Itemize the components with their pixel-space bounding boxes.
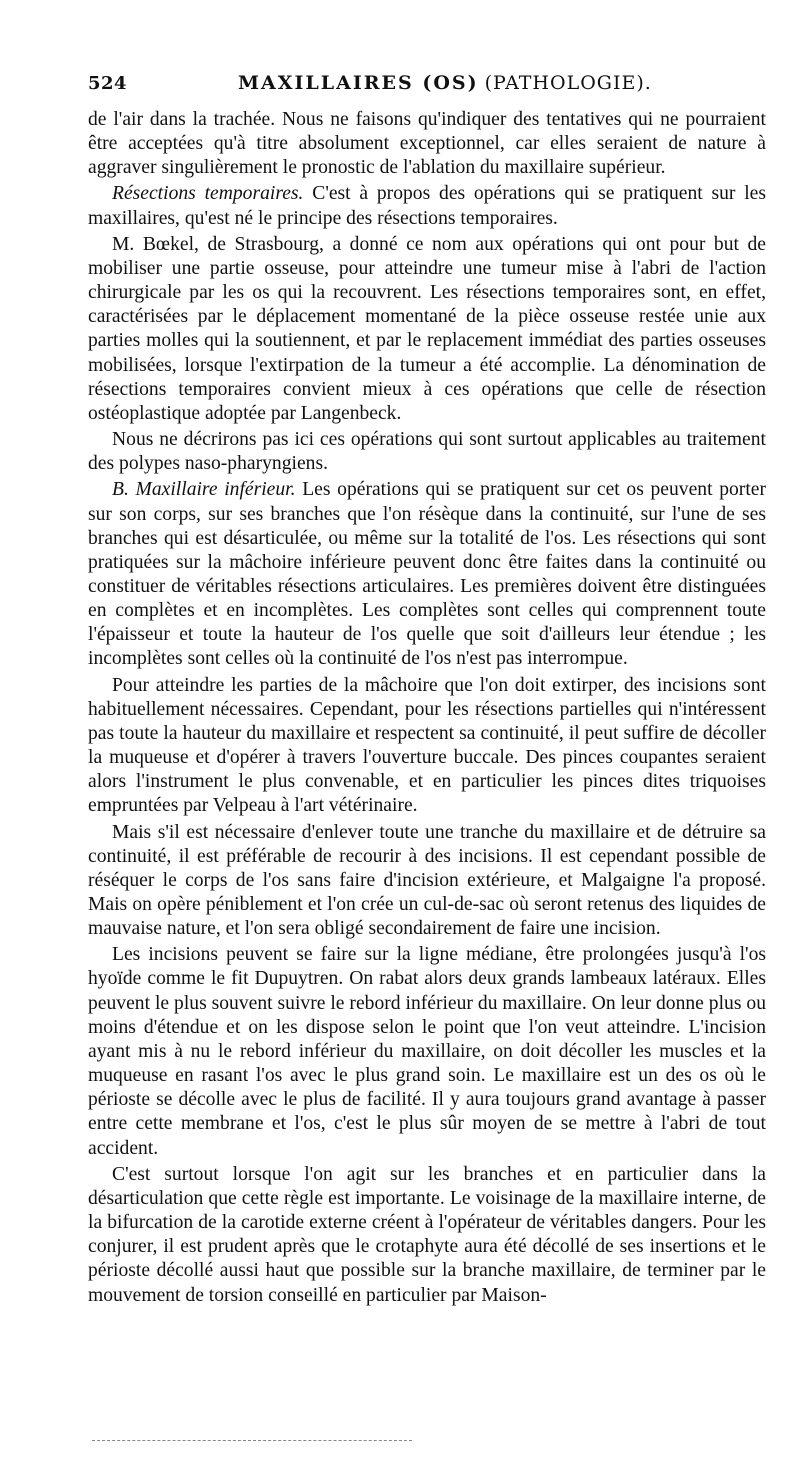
paragraph-text: Les incisions peuvent se faire sur la ligne médiane, être prolongées jusqu'à l'os hyoïde comme le fit Dupuytren. On rabat alors deux grands lambeaux latéraux. Elles peuvent le plus souvent suivre le rebord inférieur du maxillaire. On leur donne plus ou moins d'étendue et on les dispose selon le point que l'on veut atteindre. L'incision ayant mis à nu le rebord inférieur du maxillaire, on doit décoller les muscles et la muqueuse en rasant l'os avec le plus grand soin. Le maxillaire est un des os où le périoste se décolle avec le plus de facilité. Il y aura toujours grand avantage à passer entre cette membrane et l'os, c'est le plus sûr moyen de se mettre à l'abri de tout accident. [88,944,766,1159]
paragraph [88,1163,766,1308]
paragraph [88,821,766,942]
paragraph [88,478,766,671]
paragraph-text: C'est surtout lorsque l'on agit sur les branches et en particulier dans la désarticulation que cette règle est importante. Le voisinage de la maxillaire interne, de la bifurcation de la carotide externe créent à l'opérateur de véritables dangers. Pour les conjurer, il est prudent après que le crotaphyte aura été décollé de ses insertions et le périoste décollé aussi haut que possible sur la branche maxillaire, de terminer par le mouvement de torsion conseillé en particulier par Maison- [88,1163,766,1306]
paragraph-lead: Résections temporaires. [112,183,313,205]
footer-rule [92,1440,412,1441]
paragraph [88,674,766,819]
paragraph-text: de l'air dans la trachée. Nous ne faisons qu'indiquer des tentatives qui ne pourraient être acceptées qu'à titre absolument exceptionnel, car elles seraient de nature à aggraver singulièrement le pronostic de l'ablation du maxillaire supérieur. [88,109,766,179]
paragraph [88,428,766,476]
paragraph-text: Nous ne décrirons pas ici ces opérations qui sont surtout applicables au traitement des polypes naso-pharyngiens. [88,429,766,475]
paragraph-text: C'est à propos des opérations qui se pratiquent sur les maxillaires, qu'est né le principe des résections temporaires. [88,183,766,229]
paragraph [88,943,766,1160]
paragraph [88,233,766,426]
body-text [88,108,766,1308]
paragraph-text: Mais s'il est nécessaire d'enlever toute une tranche du maxillaire et de détruire sa continuité, il est préférable de recourir à des incisions. Il est cependant possible de réséquer le corps de l'os sans faire d'incision extérieure, et Malgaigne l'a proposé. Mais on opère péniblement et l'on crée un cul-de-sac où seront retenus des liquides de mauvaise nature, et l'on sera obligé secondairement de faire une incision. [88,821,766,940]
running-header [88,72,766,108]
paragraph [88,182,766,230]
paragraph-text: Pour atteindre les parties de la mâchoire que l'on doit extirper, des incisions sont habituellement nécessaires. Cependant, pour les résections partielles qui n'intéressent pas toute la hauteur du maxillaire et respectent sa continuité, il peut suffire de décoller la muqueuse et d'opérer à travers l'ouverture buccale. Des pinces coupantes seraient alors l'instrument le plus convenable, et en particulier les pinces dites triquoises empruntées par Velpeau à l'art vétérinaire. [88,674,766,817]
paragraph-lead: B. Maxillaire inférieur. [112,479,303,501]
running-subtitle: (PATHOLOGIE). [484,72,652,94]
paragraph [88,108,766,180]
paragraph-text: M. Bœkel, de Strasbourg, a donné ce nom aux opérations qui ont pour but de mobiliser une partie osseuse, pour atteindre une tumeur mise à l'abri de l'action chirurgicale par les os qui la recouvrent. Les résections temporaires sont, en effet, caractérisées par le déplacement momentané de la pièce osseuse restée unie aux parties molles qui la soutiennent, et par le replacement immédiat des parties osseuses mobilisées, lorsque l'extirpation de la tumeur a été accomplie. La dénomination de résections temporaires convient mieux à ces opérations que celle de résection ostéoplastique adoptée par Langenbeck. [88,233,766,424]
running-title: MAXILLAIRES (OS) [238,72,479,94]
page [88,72,766,1310]
paragraph-text: Les opérations qui se pratiquent sur cet os peuvent porter sur son corps, sur ses branches que l'on résèque dans la continuité, sur l'une de ses branches qui est désarticulée, ou même sur la totalité de l'os. Les résections qui sont pratiquées sur la mâchoire inférieure peuvent donc être faites dans la continuité ou constituer de véritables résections articulaires. Les premières doivent être distinguées en complètes et en incomplètes. Les complètes sont celles qui comprennent toute l'épaisseur et toute la hauteur de l'os quelle que soit d'ailleurs leur étendue ; les incomplètes sont celles où la continuité de l'os n'est pas interrompue. [88,479,767,670]
page-number: 524 [88,73,128,94]
